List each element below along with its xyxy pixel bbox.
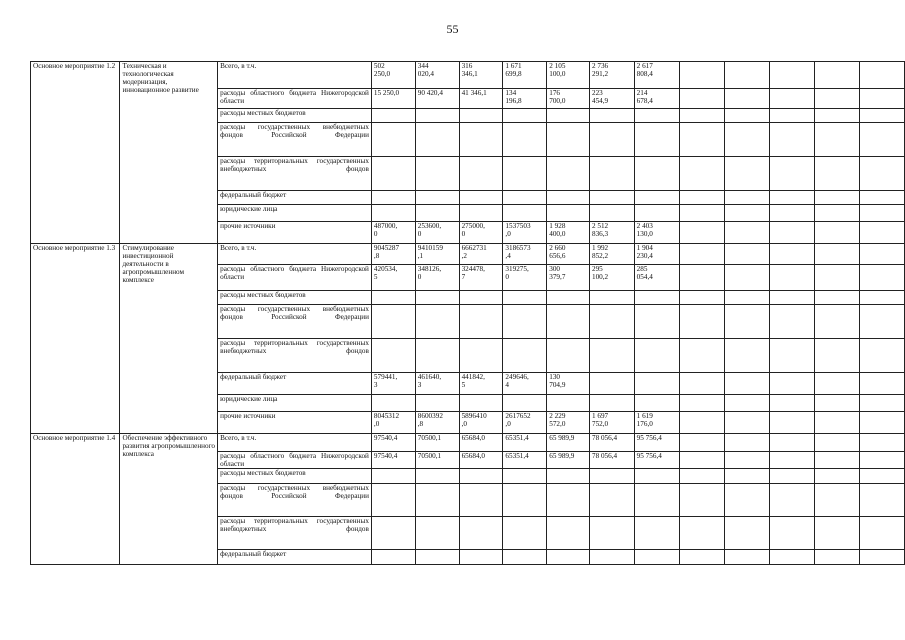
empty-cell — [680, 62, 725, 89]
empty-cell — [770, 205, 815, 222]
empty-cell — [814, 191, 860, 205]
value-cell: 2 105 100,0 — [547, 62, 590, 89]
value-cell — [589, 123, 634, 157]
value-cell — [634, 469, 680, 484]
value-cell — [547, 469, 590, 484]
value-cell — [459, 157, 503, 191]
value-cell — [503, 517, 547, 550]
funding-source-label: расходы государственных внебюджетных фондов Российской Федерации — [218, 305, 372, 339]
empty-cell — [770, 157, 815, 191]
value-cell: 97540,4 — [371, 452, 415, 469]
value-cell: 348126, 0 — [415, 265, 459, 291]
value-cell: 90 420,4 — [415, 89, 459, 109]
funding-source-label: расходы государственных внебюджетных фондов Российской Федерации — [218, 484, 372, 517]
event-name-cell: Основное мероприятие 1.2 — [31, 62, 120, 244]
value-cell: 300 379,7 — [547, 265, 590, 291]
funding-source-label: расходы местных бюджетов — [218, 291, 372, 305]
value-cell — [547, 191, 590, 205]
value-cell: 1 928 400,0 — [547, 222, 590, 244]
empty-cell — [770, 434, 815, 452]
value-cell — [547, 550, 590, 565]
value-cell — [371, 395, 415, 412]
table-row — [31, 434, 905, 452]
empty-cell — [680, 452, 725, 469]
value-cell — [503, 205, 547, 222]
empty-cell — [860, 157, 905, 191]
empty-cell — [814, 222, 860, 244]
empty-cell — [724, 89, 770, 109]
empty-cell — [770, 222, 815, 244]
value-cell — [371, 205, 415, 222]
empty-cell — [860, 517, 905, 550]
value-cell — [589, 305, 634, 339]
value-cell: 2 229 572,0 — [547, 412, 590, 434]
value-cell — [634, 550, 680, 565]
value-cell — [589, 550, 634, 565]
empty-cell — [770, 265, 815, 291]
empty-cell — [680, 265, 725, 291]
empty-cell — [814, 452, 860, 469]
budget-table — [30, 61, 905, 565]
empty-cell — [814, 89, 860, 109]
value-cell: 65684,0 — [459, 434, 503, 452]
empty-cell — [814, 109, 860, 123]
empty-cell — [724, 469, 770, 484]
empty-cell — [724, 412, 770, 434]
value-cell: 65 989,9 — [547, 434, 590, 452]
empty-cell — [770, 89, 815, 109]
value-cell: 253600, 0 — [415, 222, 459, 244]
value-cell — [634, 157, 680, 191]
empty-cell — [814, 205, 860, 222]
value-cell — [503, 291, 547, 305]
value-cell — [634, 373, 680, 395]
empty-cell — [680, 395, 725, 412]
value-cell — [589, 339, 634, 373]
empty-cell — [770, 305, 815, 339]
empty-cell — [814, 244, 860, 265]
value-cell: 319275, 0 — [503, 265, 547, 291]
empty-cell — [814, 265, 860, 291]
empty-cell — [680, 222, 725, 244]
value-cell: 65 989,9 — [547, 452, 590, 469]
value-cell — [415, 484, 459, 517]
value-cell: 130 704,9 — [547, 373, 590, 395]
value-cell — [503, 157, 547, 191]
value-cell: 2 736 291,2 — [589, 62, 634, 89]
empty-cell — [724, 395, 770, 412]
value-cell — [371, 123, 415, 157]
empty-cell — [860, 265, 905, 291]
empty-cell — [680, 291, 725, 305]
value-cell — [415, 109, 459, 123]
value-cell: 176 700,0 — [547, 89, 590, 109]
empty-cell — [724, 305, 770, 339]
empty-cell — [860, 452, 905, 469]
empty-cell — [724, 484, 770, 517]
value-cell: 579441, 3 — [371, 373, 415, 395]
event-title-cell: Техническая и технологическая модернизация, инновационное развитие — [120, 62, 218, 244]
value-cell: 15 250,0 — [371, 89, 415, 109]
empty-cell — [770, 109, 815, 123]
value-cell — [415, 469, 459, 484]
value-cell — [371, 109, 415, 123]
value-cell — [503, 484, 547, 517]
empty-cell — [860, 191, 905, 205]
value-cell — [547, 305, 590, 339]
empty-cell — [860, 469, 905, 484]
empty-cell — [860, 123, 905, 157]
value-cell — [547, 123, 590, 157]
empty-cell — [860, 109, 905, 123]
funding-source-label: Всего, в т.ч. — [218, 434, 372, 452]
empty-cell — [680, 109, 725, 123]
value-cell: 65351,4 — [503, 452, 547, 469]
value-cell — [589, 484, 634, 517]
empty-cell — [724, 62, 770, 89]
value-cell: 78 056,4 — [589, 434, 634, 452]
value-cell: 6662731 ,2 — [459, 244, 503, 265]
empty-cell — [680, 305, 725, 339]
empty-cell — [860, 550, 905, 565]
funding-source-label: расходы территориальных государственных внебюджетных фондов — [218, 339, 372, 373]
value-cell — [589, 517, 634, 550]
value-cell — [371, 291, 415, 305]
empty-cell — [724, 339, 770, 373]
value-cell: 95 756,4 — [634, 434, 680, 452]
empty-cell — [680, 434, 725, 452]
event-name-cell: Основное мероприятие 1.3 — [31, 244, 120, 434]
value-cell: 97540,4 — [371, 434, 415, 452]
value-cell — [589, 395, 634, 412]
value-cell: 295 100,2 — [589, 265, 634, 291]
value-cell: 134 196,8 — [503, 89, 547, 109]
value-cell — [547, 339, 590, 373]
empty-cell — [680, 123, 725, 157]
value-cell — [459, 123, 503, 157]
value-cell: 2 403 130,0 — [634, 222, 680, 244]
value-cell: 2 512 836,3 — [589, 222, 634, 244]
empty-cell — [680, 469, 725, 484]
value-cell — [503, 395, 547, 412]
value-cell — [547, 517, 590, 550]
value-cell: 316 346,1 — [459, 62, 503, 89]
value-cell: 249646, 4 — [503, 373, 547, 395]
value-cell: 223 454,9 — [589, 89, 634, 109]
empty-cell — [724, 434, 770, 452]
value-cell: 2617652 ,0 — [503, 412, 547, 434]
value-cell — [589, 291, 634, 305]
empty-cell — [680, 412, 725, 434]
value-cell — [371, 469, 415, 484]
empty-cell — [814, 291, 860, 305]
funding-source-label: расходы территориальных государственных внебюджетных фондов — [218, 517, 372, 550]
table-row — [31, 62, 905, 89]
empty-cell — [814, 517, 860, 550]
empty-cell — [680, 205, 725, 222]
value-cell — [634, 109, 680, 123]
value-cell: 420534, 5 — [371, 265, 415, 291]
empty-cell — [724, 291, 770, 305]
value-cell: 214 678,4 — [634, 89, 680, 109]
empty-cell — [770, 244, 815, 265]
value-cell — [415, 291, 459, 305]
funding-source-label: юридические лица — [218, 205, 372, 222]
value-cell — [371, 550, 415, 565]
value-cell — [371, 157, 415, 191]
empty-cell — [724, 517, 770, 550]
empty-cell — [860, 412, 905, 434]
funding-source-label: Всего, в т.ч. — [218, 62, 372, 89]
page-number: 55 — [446, 22, 459, 36]
empty-cell — [770, 395, 815, 412]
value-cell — [415, 305, 459, 339]
empty-cell — [770, 550, 815, 565]
value-cell — [503, 109, 547, 123]
value-cell: 1537503 ,0 — [503, 222, 547, 244]
value-cell — [547, 395, 590, 412]
empty-cell — [860, 222, 905, 244]
empty-cell — [860, 89, 905, 109]
empty-cell — [770, 291, 815, 305]
event-title-cell: Обеспечение эффективного развития агропромышленного комплекса — [120, 434, 218, 565]
empty-cell — [860, 395, 905, 412]
value-cell — [459, 339, 503, 373]
value-cell — [459, 395, 503, 412]
value-cell — [589, 469, 634, 484]
funding-source-label: федеральный бюджет — [218, 191, 372, 205]
value-cell — [459, 484, 503, 517]
value-cell — [459, 305, 503, 339]
value-cell: 70500,1 — [415, 434, 459, 452]
empty-cell — [724, 265, 770, 291]
value-cell: 1 619 176,0 — [634, 412, 680, 434]
value-cell: 441842, 5 — [459, 373, 503, 395]
value-cell — [634, 305, 680, 339]
value-cell: 487000, 0 — [371, 222, 415, 244]
empty-cell — [724, 191, 770, 205]
value-cell — [415, 123, 459, 157]
empty-cell — [770, 412, 815, 434]
value-cell: 324478, 7 — [459, 265, 503, 291]
value-cell: 41 346,1 — [459, 89, 503, 109]
funding-source-label: расходы областного бюджета Нижегородской области — [218, 452, 372, 469]
empty-cell — [860, 205, 905, 222]
value-cell — [415, 395, 459, 412]
empty-cell — [814, 62, 860, 89]
value-cell — [459, 191, 503, 205]
empty-cell — [814, 550, 860, 565]
event-title-cell: Стимулирование инвестиционной деятельности в агропромышленном комплексе — [120, 244, 218, 434]
value-cell — [634, 484, 680, 517]
empty-cell — [814, 434, 860, 452]
value-cell — [634, 205, 680, 222]
empty-cell — [724, 157, 770, 191]
value-cell — [371, 484, 415, 517]
empty-cell — [680, 191, 725, 205]
empty-cell — [770, 484, 815, 517]
empty-cell — [724, 550, 770, 565]
funding-source-label: федеральный бюджет — [218, 373, 372, 395]
value-cell — [459, 205, 503, 222]
value-cell: 9410159 ,1 — [415, 244, 459, 265]
value-cell: 70500,1 — [415, 452, 459, 469]
empty-cell — [770, 123, 815, 157]
empty-cell — [770, 469, 815, 484]
value-cell: 285 054,4 — [634, 265, 680, 291]
value-cell: 3186573 ,4 — [503, 244, 547, 265]
value-cell — [503, 469, 547, 484]
value-cell — [547, 291, 590, 305]
empty-cell — [680, 550, 725, 565]
funding-source-label: прочие источники — [218, 412, 372, 434]
value-cell: 8045312 ,0 — [371, 412, 415, 434]
table-row — [31, 244, 905, 265]
funding-source-label: расходы областного бюджета Нижегородской области — [218, 265, 372, 291]
empty-cell — [860, 434, 905, 452]
empty-cell — [814, 157, 860, 191]
empty-cell — [814, 123, 860, 157]
funding-source-label: расходы областного бюджета Нижегородской области — [218, 89, 372, 109]
value-cell — [415, 191, 459, 205]
value-cell — [589, 191, 634, 205]
value-cell — [547, 157, 590, 191]
funding-source-label: Всего, в т.ч. — [218, 244, 372, 265]
empty-cell — [860, 244, 905, 265]
value-cell — [589, 205, 634, 222]
empty-cell — [770, 517, 815, 550]
value-cell — [634, 395, 680, 412]
value-cell — [547, 109, 590, 123]
value-cell: 8600392 ,8 — [415, 412, 459, 434]
empty-cell — [724, 205, 770, 222]
value-cell — [415, 205, 459, 222]
empty-cell — [680, 517, 725, 550]
empty-cell — [860, 62, 905, 89]
value-cell: 65684,0 — [459, 452, 503, 469]
empty-cell — [680, 157, 725, 191]
empty-cell — [770, 62, 815, 89]
value-cell: 2 617 808,4 — [634, 62, 680, 89]
value-cell: 5896410 ,0 — [459, 412, 503, 434]
value-cell — [459, 517, 503, 550]
value-cell: 275000, 0 — [459, 222, 503, 244]
empty-cell — [680, 373, 725, 395]
value-cell: 95 756,4 — [634, 452, 680, 469]
value-cell — [371, 517, 415, 550]
empty-cell — [814, 412, 860, 434]
value-cell: 1 671 699,8 — [503, 62, 547, 89]
funding-source-label: расходы государственных внебюджетных фондов Российской Федерации — [218, 123, 372, 157]
event-name-cell: Основное мероприятие 1.4 — [31, 434, 120, 565]
empty-cell — [724, 123, 770, 157]
value-cell: 1 992 852,2 — [589, 244, 634, 265]
value-cell — [415, 339, 459, 373]
value-cell — [459, 291, 503, 305]
value-cell — [589, 109, 634, 123]
value-cell — [634, 123, 680, 157]
value-cell — [503, 305, 547, 339]
funding-source-label: юридические лица — [218, 395, 372, 412]
empty-cell — [680, 339, 725, 373]
empty-cell — [724, 373, 770, 395]
empty-cell — [860, 373, 905, 395]
empty-cell — [770, 452, 815, 469]
value-cell — [415, 157, 459, 191]
empty-cell — [770, 191, 815, 205]
funding-source-label: прочие источники — [218, 222, 372, 244]
funding-source-label: расходы местных бюджетов — [218, 469, 372, 484]
value-cell — [503, 550, 547, 565]
empty-cell — [724, 244, 770, 265]
value-cell — [415, 550, 459, 565]
empty-cell — [860, 291, 905, 305]
funding-source-label: расходы территориальных государственных внебюджетных фондов — [218, 157, 372, 191]
value-cell — [547, 205, 590, 222]
value-cell: 344 020,4 — [415, 62, 459, 89]
empty-cell — [770, 373, 815, 395]
empty-cell — [680, 89, 725, 109]
value-cell: 1 697 752,0 — [589, 412, 634, 434]
value-cell — [503, 123, 547, 157]
value-cell — [415, 517, 459, 550]
value-cell: 65351,4 — [503, 434, 547, 452]
empty-cell — [724, 452, 770, 469]
value-cell — [371, 305, 415, 339]
value-cell — [589, 157, 634, 191]
value-cell — [589, 373, 634, 395]
value-cell — [634, 517, 680, 550]
value-cell — [634, 191, 680, 205]
value-cell: 78 056,4 — [589, 452, 634, 469]
empty-cell — [814, 373, 860, 395]
empty-cell — [814, 339, 860, 373]
value-cell — [459, 109, 503, 123]
empty-cell — [860, 484, 905, 517]
empty-cell — [680, 244, 725, 265]
value-cell — [634, 339, 680, 373]
empty-cell — [770, 339, 815, 373]
value-cell: 461640, 3 — [415, 373, 459, 395]
value-cell: 2 660 656,6 — [547, 244, 590, 265]
value-cell — [503, 191, 547, 205]
empty-cell — [860, 339, 905, 373]
value-cell: 502 250,0 — [371, 62, 415, 89]
value-cell — [547, 484, 590, 517]
value-cell: 9045287 ,8 — [371, 244, 415, 265]
empty-cell — [814, 469, 860, 484]
value-cell — [459, 550, 503, 565]
value-cell — [503, 339, 547, 373]
empty-cell — [724, 222, 770, 244]
empty-cell — [680, 484, 725, 517]
empty-cell — [724, 109, 770, 123]
funding-source-label: расходы местных бюджетов — [218, 109, 372, 123]
value-cell — [459, 469, 503, 484]
empty-cell — [814, 305, 860, 339]
value-cell — [371, 339, 415, 373]
value-cell: 1 904 230,4 — [634, 244, 680, 265]
value-cell — [634, 291, 680, 305]
value-cell — [371, 191, 415, 205]
empty-cell — [814, 395, 860, 412]
funding-source-label: федеральный бюджет — [218, 550, 372, 565]
empty-cell — [814, 484, 860, 517]
empty-cell — [860, 305, 905, 339]
